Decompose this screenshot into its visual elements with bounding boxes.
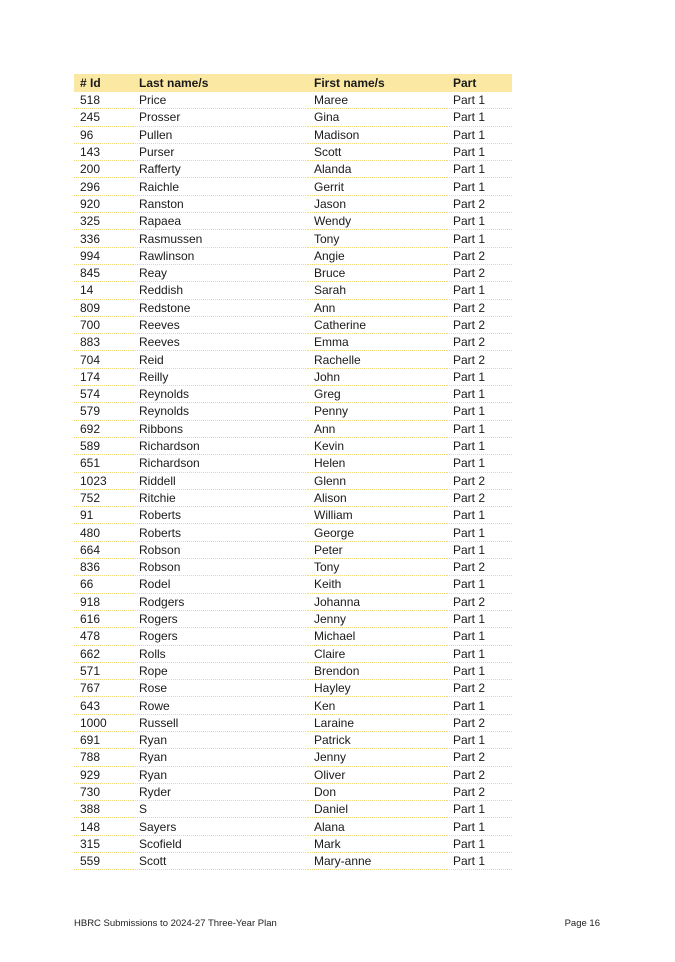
cell-first-name: Alana (308, 818, 447, 835)
cell-id: 296 (74, 178, 133, 195)
table-row (74, 230, 512, 247)
cell-last-name: Rasmussen (133, 230, 308, 247)
table-row (74, 801, 512, 818)
cell-last-name: Richardson (133, 455, 308, 472)
cell-last-name: Reeves (133, 316, 308, 333)
cell-part: Part 1 (447, 853, 512, 870)
cell-part: Part 2 (447, 680, 512, 697)
cell-last-name: Reay (133, 264, 308, 281)
table-row (74, 92, 512, 109)
table-row (74, 628, 512, 645)
cell-first-name: Jenny (308, 610, 447, 627)
cell-id: 200 (74, 161, 133, 178)
table-row (74, 247, 512, 264)
table-row (74, 818, 512, 835)
cell-last-name: Purser (133, 143, 308, 160)
table-row (74, 559, 512, 576)
cell-first-name: Daniel (308, 801, 447, 818)
table-row (74, 299, 512, 316)
cell-part: Part 1 (447, 628, 512, 645)
cell-last-name: Rose (133, 680, 308, 697)
cell-id: 559 (74, 853, 133, 870)
table-row (74, 213, 512, 230)
cell-last-name: Ritchie (133, 489, 308, 506)
cell-id: 767 (74, 680, 133, 697)
cell-id: 143 (74, 143, 133, 160)
cell-id: 788 (74, 749, 133, 766)
cell-last-name: Raichle (133, 178, 308, 195)
cell-first-name: Emma (308, 334, 447, 351)
cell-part: Part 1 (447, 437, 512, 454)
cell-part: Part 2 (447, 247, 512, 264)
cell-last-name: Reynolds (133, 386, 308, 403)
cell-part: Part 1 (447, 92, 512, 109)
cell-id: 994 (74, 247, 133, 264)
cell-part: Part 1 (447, 662, 512, 679)
cell-part: Part 2 (447, 351, 512, 368)
cell-part: Part 1 (447, 178, 512, 195)
cell-id: 589 (74, 437, 133, 454)
cell-first-name: Tony (308, 230, 447, 247)
cell-last-name: Robson (133, 559, 308, 576)
table-body (74, 92, 512, 870)
cell-last-name: Rafferty (133, 161, 308, 178)
table-row (74, 714, 512, 731)
cell-part: Part 1 (447, 541, 512, 558)
cell-part: Part 2 (447, 472, 512, 489)
table-row (74, 576, 512, 593)
cell-last-name: Reilly (133, 368, 308, 385)
cell-part: Part 2 (447, 559, 512, 576)
cell-id: 91 (74, 507, 133, 524)
cell-id: 14 (74, 282, 133, 299)
cell-part: Part 1 (447, 109, 512, 126)
cell-first-name: Johanna (308, 593, 447, 610)
cell-part: Part 1 (447, 368, 512, 385)
cell-id: 809 (74, 299, 133, 316)
cell-last-name: Rogers (133, 610, 308, 627)
cell-id: 752 (74, 489, 133, 506)
cell-last-name: Russell (133, 714, 308, 731)
cell-last-name: Roberts (133, 524, 308, 541)
cell-first-name: Wendy (308, 213, 447, 230)
cell-part: Part 1 (447, 161, 512, 178)
table-row (74, 420, 512, 437)
table-row (74, 541, 512, 558)
cell-last-name: Sayers (133, 818, 308, 835)
column-header-last-name: Last name/s (133, 74, 308, 92)
cell-last-name: Reid (133, 351, 308, 368)
table-row (74, 731, 512, 748)
cell-id: 571 (74, 662, 133, 679)
cell-id: 929 (74, 766, 133, 783)
cell-first-name: George (308, 524, 447, 541)
cell-part: Part 1 (447, 420, 512, 437)
cell-id: 662 (74, 645, 133, 662)
cell-last-name: Ryan (133, 766, 308, 783)
table-row (74, 195, 512, 212)
cell-part: Part 2 (447, 766, 512, 783)
cell-first-name: Keith (308, 576, 447, 593)
cell-last-name: Redstone (133, 299, 308, 316)
cell-id: 325 (74, 213, 133, 230)
cell-first-name: Helen (308, 455, 447, 472)
cell-first-name: Ann (308, 420, 447, 437)
cell-part: Part 2 (447, 264, 512, 281)
cell-last-name: Scofield (133, 835, 308, 852)
cell-first-name: Mary-anne (308, 853, 447, 870)
footer-document-title: HBRC Submissions to 2024-27 Three-Year Plan (74, 918, 277, 929)
table-row (74, 593, 512, 610)
cell-id: 388 (74, 801, 133, 818)
cell-first-name: Madison (308, 126, 447, 143)
cell-id: 66 (74, 576, 133, 593)
cell-id: 664 (74, 541, 133, 558)
cell-first-name: Gerrit (308, 178, 447, 195)
cell-last-name: Prosser (133, 109, 308, 126)
cell-first-name: Penny (308, 403, 447, 420)
table-row (74, 455, 512, 472)
cell-first-name: Gina (308, 109, 447, 126)
cell-first-name: Peter (308, 541, 447, 558)
cell-part: Part 1 (447, 835, 512, 852)
table-row (74, 161, 512, 178)
cell-first-name: Catherine (308, 316, 447, 333)
cell-first-name: William (308, 507, 447, 524)
cell-id: 692 (74, 420, 133, 437)
cell-id: 148 (74, 818, 133, 835)
cell-id: 643 (74, 697, 133, 714)
cell-part: Part 2 (447, 299, 512, 316)
table-row (74, 697, 512, 714)
cell-first-name: Jason (308, 195, 447, 212)
cell-part: Part 2 (447, 316, 512, 333)
cell-first-name: Scott (308, 143, 447, 160)
cell-last-name: Rolls (133, 645, 308, 662)
cell-first-name: Mark (308, 835, 447, 852)
cell-last-name: Roberts (133, 507, 308, 524)
cell-last-name: Ribbons (133, 420, 308, 437)
cell-id: 836 (74, 559, 133, 576)
cell-id: 579 (74, 403, 133, 420)
table-row (74, 351, 512, 368)
table-row (74, 472, 512, 489)
cell-id: 1023 (74, 472, 133, 489)
table-row (74, 386, 512, 403)
table-row (74, 766, 512, 783)
cell-last-name: Richardson (133, 437, 308, 454)
cell-last-name: Rope (133, 662, 308, 679)
cell-first-name: Maree (308, 92, 447, 109)
cell-first-name: Kevin (308, 437, 447, 454)
cell-last-name: S (133, 801, 308, 818)
cell-part: Part 1 (447, 386, 512, 403)
table-row (74, 437, 512, 454)
cell-first-name: Glenn (308, 472, 447, 489)
table-row (74, 489, 512, 506)
cell-last-name: Reeves (133, 334, 308, 351)
table-row (74, 109, 512, 126)
cell-id: 574 (74, 386, 133, 403)
cell-part: Part 1 (447, 403, 512, 420)
table-row (74, 282, 512, 299)
cell-part: Part 1 (447, 507, 512, 524)
cell-last-name: Pullen (133, 126, 308, 143)
cell-part: Part 1 (447, 610, 512, 627)
footer-page-number: Page 16 (564, 918, 600, 929)
cell-first-name: Don (308, 783, 447, 800)
column-header-first-name: First name/s (308, 74, 447, 92)
cell-last-name: Ranston (133, 195, 308, 212)
cell-part: Part 2 (447, 334, 512, 351)
cell-id: 730 (74, 783, 133, 800)
cell-first-name: Sarah (308, 282, 447, 299)
cell-id: 651 (74, 455, 133, 472)
column-header-id: # Id (74, 74, 133, 92)
submitter-table (74, 74, 512, 870)
cell-first-name: Alison (308, 489, 447, 506)
table-row (74, 178, 512, 195)
table-row (74, 368, 512, 385)
cell-part: Part 1 (447, 818, 512, 835)
table-row (74, 403, 512, 420)
cell-last-name: Scott (133, 853, 308, 870)
table-row (74, 316, 512, 333)
table-row (74, 507, 512, 524)
cell-last-name: Ryan (133, 731, 308, 748)
cell-part: Part 1 (447, 143, 512, 160)
cell-first-name: Rachelle (308, 351, 447, 368)
cell-id: 174 (74, 368, 133, 385)
cell-part: Part 2 (447, 593, 512, 610)
cell-last-name: Rogers (133, 628, 308, 645)
cell-first-name: Ken (308, 697, 447, 714)
cell-part: Part 1 (447, 801, 512, 818)
cell-first-name: John (308, 368, 447, 385)
cell-id: 918 (74, 593, 133, 610)
cell-first-name: Ann (308, 299, 447, 316)
table-row (74, 264, 512, 281)
cell-first-name: Michael (308, 628, 447, 645)
cell-part: Part 1 (447, 455, 512, 472)
table-header-row (74, 74, 512, 92)
cell-last-name: Reddish (133, 282, 308, 299)
cell-part: Part 1 (447, 645, 512, 662)
table-row (74, 143, 512, 160)
cell-id: 700 (74, 316, 133, 333)
cell-id: 245 (74, 109, 133, 126)
cell-last-name: Riddell (133, 472, 308, 489)
cell-part: Part 1 (447, 126, 512, 143)
table-row (74, 835, 512, 852)
cell-part: Part 2 (447, 714, 512, 731)
cell-id: 315 (74, 835, 133, 852)
cell-id: 616 (74, 610, 133, 627)
cell-first-name: Oliver (308, 766, 447, 783)
table-row (74, 126, 512, 143)
cell-id: 704 (74, 351, 133, 368)
cell-part: Part 1 (447, 282, 512, 299)
cell-first-name: Tony (308, 559, 447, 576)
cell-last-name: Ryan (133, 749, 308, 766)
column-header-part: Part (447, 74, 512, 92)
table-row (74, 662, 512, 679)
cell-id: 518 (74, 92, 133, 109)
table-row (74, 610, 512, 627)
cell-last-name: Rawlinson (133, 247, 308, 264)
cell-part: Part 1 (447, 576, 512, 593)
cell-id: 920 (74, 195, 133, 212)
cell-first-name: Hayley (308, 680, 447, 697)
table-row (74, 783, 512, 800)
cell-last-name: Rowe (133, 697, 308, 714)
cell-last-name: Price (133, 92, 308, 109)
cell-part: Part 1 (447, 524, 512, 541)
cell-id: 480 (74, 524, 133, 541)
cell-last-name: Reynolds (133, 403, 308, 420)
cell-first-name: Claire (308, 645, 447, 662)
table-row (74, 749, 512, 766)
cell-part: Part 1 (447, 213, 512, 230)
cell-part: Part 2 (447, 489, 512, 506)
table-row (74, 334, 512, 351)
cell-id: 96 (74, 126, 133, 143)
cell-id: 845 (74, 264, 133, 281)
cell-last-name: Rodgers (133, 593, 308, 610)
cell-last-name: Rodel (133, 576, 308, 593)
cell-id: 883 (74, 334, 133, 351)
cell-first-name: Jenny (308, 749, 447, 766)
cell-first-name: Brendon (308, 662, 447, 679)
cell-last-name: Rapaea (133, 213, 308, 230)
cell-first-name: Angie (308, 247, 447, 264)
cell-first-name: Patrick (308, 731, 447, 748)
cell-part: Part 2 (447, 749, 512, 766)
cell-last-name: Robson (133, 541, 308, 558)
cell-first-name: Laraine (308, 714, 447, 731)
cell-part: Part 1 (447, 731, 512, 748)
cell-first-name: Alanda (308, 161, 447, 178)
cell-part: Part 1 (447, 230, 512, 247)
cell-id: 478 (74, 628, 133, 645)
cell-first-name: Greg (308, 386, 447, 403)
table-row (74, 524, 512, 541)
table-row (74, 680, 512, 697)
cell-id: 691 (74, 731, 133, 748)
table-row (74, 645, 512, 662)
cell-last-name: Ryder (133, 783, 308, 800)
cell-id: 1000 (74, 714, 133, 731)
cell-part: Part 2 (447, 783, 512, 800)
cell-id: 336 (74, 230, 133, 247)
cell-part: Part 1 (447, 697, 512, 714)
table-row (74, 853, 512, 870)
cell-part: Part 2 (447, 195, 512, 212)
cell-first-name: Bruce (308, 264, 447, 281)
